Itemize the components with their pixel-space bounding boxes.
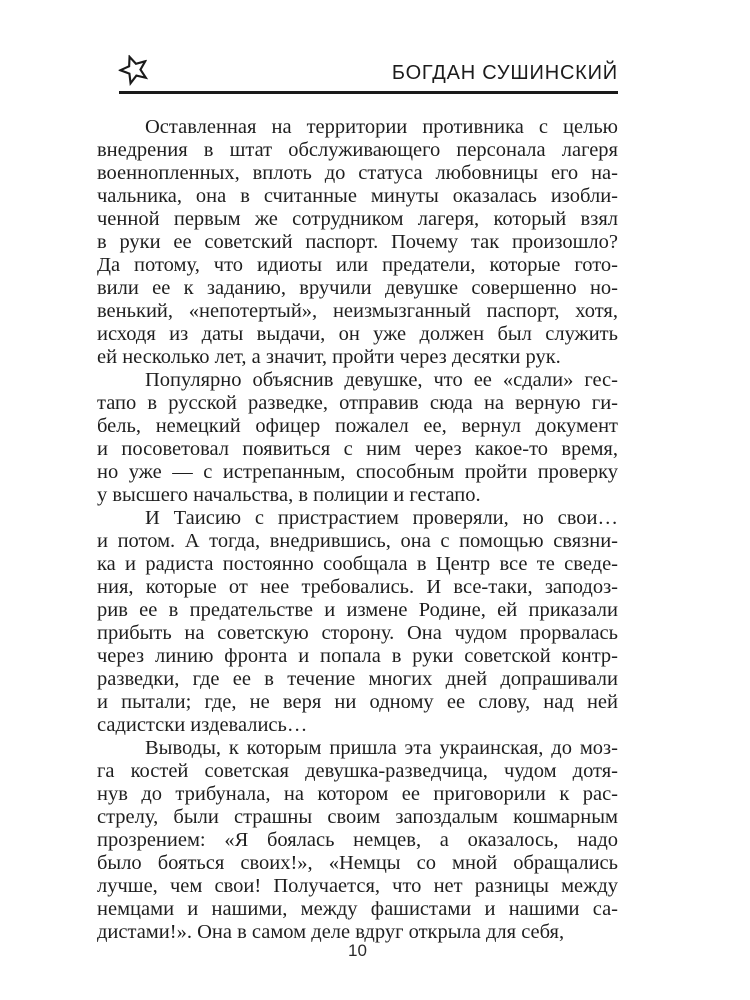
text-line: га костей советская девушка-разведчица, чудом дотя- bbox=[97, 760, 618, 782]
paragraph bbox=[97, 369, 618, 507]
text-line: рив ее в предательстве и измене Родине, ей приказали bbox=[97, 599, 618, 621]
text-line: но уже — с истрепанным, способным пройти проверку bbox=[97, 461, 618, 483]
running-head-author: БОГДАН СУШИНСКИЙ bbox=[391, 62, 618, 84]
text-line: И Таисию с пристрастием проверяли, но свои… bbox=[145, 507, 618, 529]
paragraph bbox=[97, 116, 618, 369]
text-line: дистами!». Она в самом деле вдруг открыла для себя, bbox=[97, 921, 565, 943]
text-line: Популярно объяснив девушке, что ее «сдали» гес- bbox=[145, 369, 618, 391]
text-line: лучше, чем свои! Получается, что нет разницы между bbox=[97, 875, 618, 897]
text-line: у высшего начальства, в полиции и гестапо. bbox=[97, 484, 481, 506]
text-line: в руки ее советский паспорт. Почему так произошло? bbox=[97, 231, 618, 253]
text-line: немцами и нашими, между фашистами и нашими са- bbox=[97, 898, 618, 920]
text-line: военнопленных, вплоть до статуса любовницы его на- bbox=[97, 162, 618, 184]
header-rule bbox=[119, 91, 618, 94]
text-line: ния, которые от нее требовались. И все-таки, заподоз- bbox=[97, 576, 618, 598]
text-line: бель, немецкий офицер пожалел ее, вернул документ bbox=[97, 415, 618, 437]
text-line: и посоветовал появиться с ним через какое-то время, bbox=[97, 438, 618, 460]
text-line: Да потому, что идиоты или предатели, которые гото- bbox=[97, 254, 618, 276]
text-line: прозрением: «Я боялась немцев, а оказалось, надо bbox=[97, 829, 618, 851]
text-line: ченной первым же сотрудником лагеря, который взял bbox=[97, 208, 618, 230]
text-line: нув до трибунала, на котором ее приговорили к рас- bbox=[97, 783, 618, 805]
text-line: садистски издевались… bbox=[97, 714, 308, 736]
text-line: через линию фронта и попала в руки советской контр- bbox=[97, 645, 618, 667]
header-row bbox=[119, 54, 618, 84]
text-line: стрелу, были страшны своим запоздалым кошмарным bbox=[97, 806, 618, 828]
text-line: ей несколько лет, а значит, пройти через десятки рук. bbox=[97, 346, 561, 368]
text-line: Оставленная на территории противника с целью bbox=[145, 116, 618, 138]
paragraph bbox=[97, 507, 618, 737]
page-number: 10 bbox=[348, 941, 367, 960]
body-text bbox=[97, 116, 618, 944]
text-line: венький, «непотертый», неизмызганный паспорт, хотя, bbox=[97, 300, 618, 322]
page-header bbox=[119, 54, 618, 94]
text-line: прибыть на советскую сторону. Она чудом прорвалась bbox=[97, 622, 618, 644]
text-line: Выводы, к которым пришла эта украинская, до моз- bbox=[145, 737, 618, 759]
text-line: чальника, она в считанные минуты оказалась изобли- bbox=[97, 185, 618, 207]
text-line: и пытали; где, не веря ни одному ее слову, над ней bbox=[97, 691, 618, 713]
text-line: тапо в русской разведке, отправив сюда на верную ги- bbox=[97, 392, 618, 414]
paragraph bbox=[97, 737, 618, 944]
text-line: разведки, где ее в течение многих дней допрашивали bbox=[97, 668, 618, 690]
star-icon bbox=[115, 50, 153, 88]
text-line: внедрения в штат обслуживающего персонала лагеря bbox=[97, 139, 618, 161]
text-line: было бояться своих!», «Немцы со мной обращались bbox=[97, 852, 618, 874]
text-line: вили ее к заданию, вручили девушке совершенно но- bbox=[97, 277, 618, 299]
text-line: и потом. А тогда, внедрившись, она с помощью связни- bbox=[97, 530, 618, 552]
text-line: исходя из даты выдачи, он уже должен был служить bbox=[97, 323, 618, 345]
text-line: ка и радиста постоянно сообщала в Центр все те сведе- bbox=[97, 553, 618, 575]
